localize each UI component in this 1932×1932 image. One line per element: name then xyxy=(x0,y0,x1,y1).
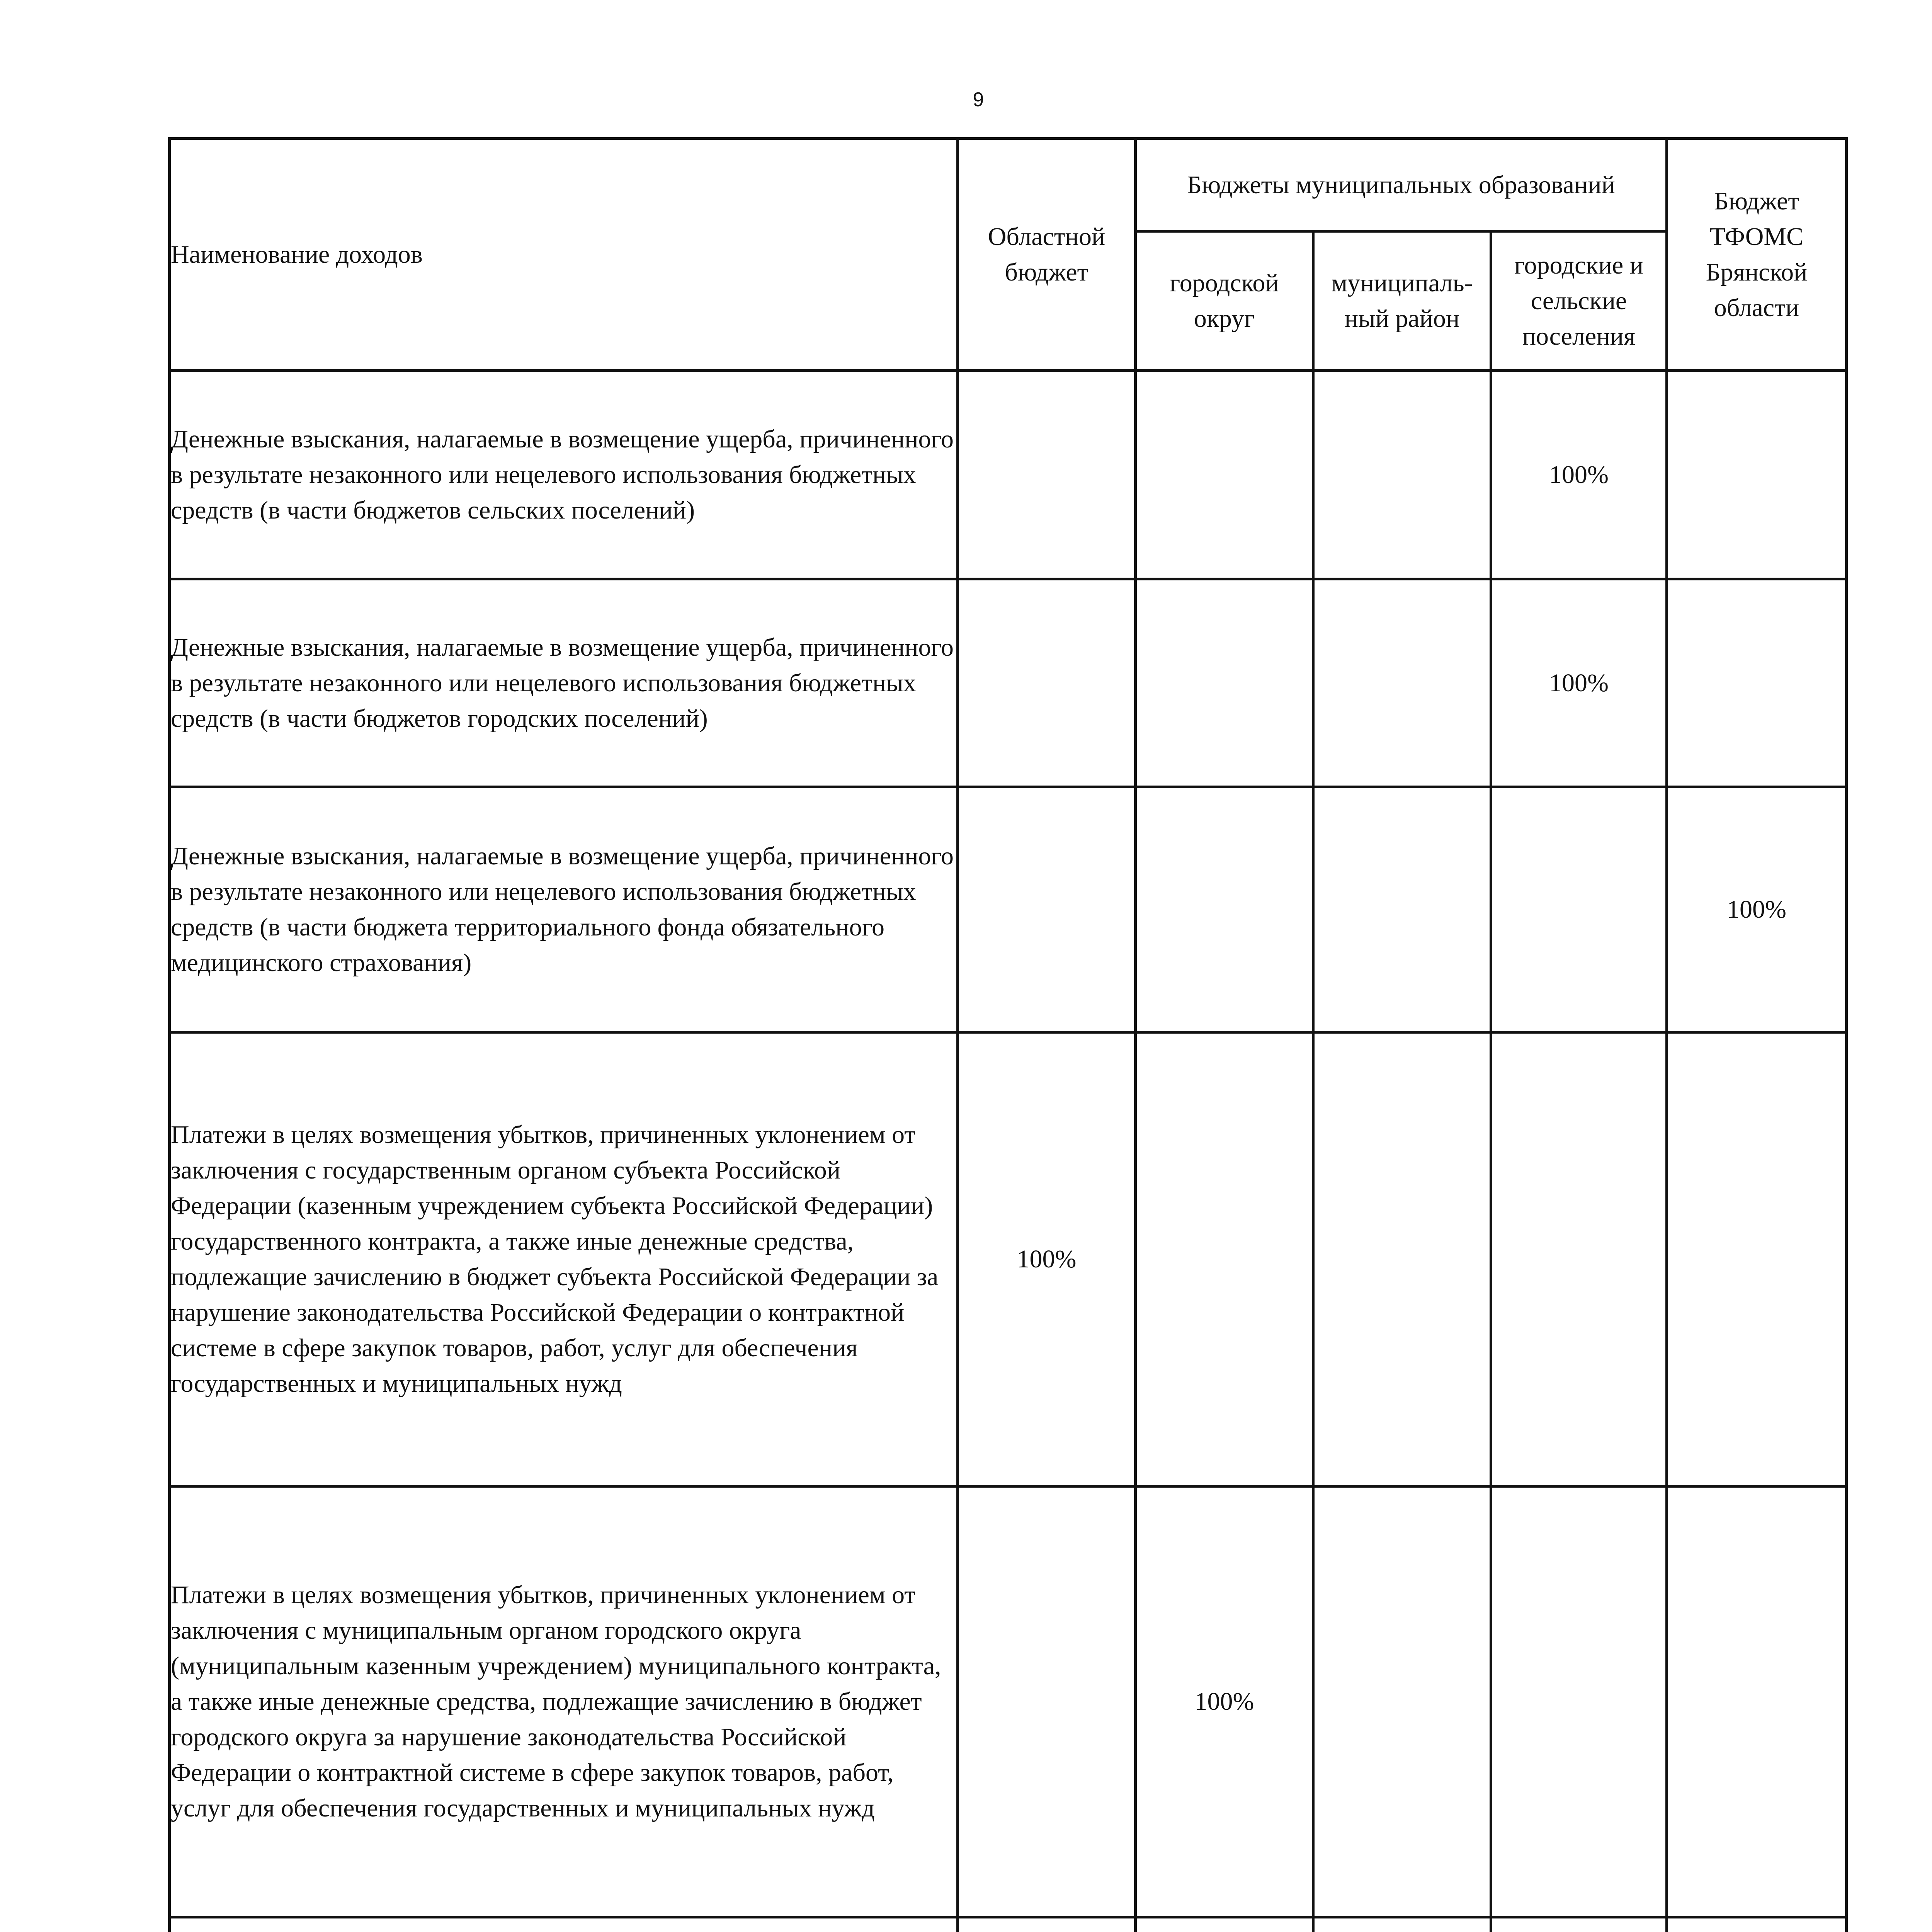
page-number: 9 xyxy=(973,88,984,111)
regional-value-cell xyxy=(958,787,1136,1032)
settlements-value-cell xyxy=(1491,1032,1667,1486)
header-revenue-name: Наименование доходов xyxy=(170,139,958,371)
settlements-value-cell: 100% xyxy=(1491,371,1667,579)
settlements-value-cell xyxy=(1491,1486,1667,1917)
city-district-value-cell xyxy=(1136,1032,1313,1486)
regional-value-cell xyxy=(958,371,1136,579)
settlements-value-cell xyxy=(1491,1917,1667,1932)
city-district-value-cell xyxy=(1136,787,1313,1032)
revenue-name-cell: Платежи в целях возмещения убытков, причиненных уклонением от заключения с государственным органом субъекта Российской Федерации (казенным учреждением субъекта Российской Федерации) государственного контракта, а также иные денежные средства, подлежащие зачислению в бюджет субъекта Российской Федерации за нарушение законодательства Российской Федерации о контрактной системе в сфере закупок товаров, работ, услуг для обеспечения государственных и муниципальных нужд xyxy=(170,1032,958,1486)
table-header-row xyxy=(170,139,1847,231)
revenue-name-cell: Денежные взыскания, налагаемые в возмещение ущерба, причиненного в результате незаконного или нецелевого использования бюджетных средств (в части бюджетов городских поселений) xyxy=(170,579,958,787)
header-tfoms-budget: Бюджет ТФОМС Брянской области xyxy=(1667,139,1847,371)
tfoms-value-cell xyxy=(1667,579,1847,787)
tfoms-value-cell xyxy=(1667,1486,1847,1917)
header-municipal-district: муниципаль-ный район xyxy=(1313,231,1491,371)
municipal-district-value-cell xyxy=(1313,787,1491,1032)
municipal-district-value-cell xyxy=(1313,371,1491,579)
city-district-value-cell xyxy=(1136,371,1313,579)
header-municipal-budgets: Бюджеты муниципальных образований xyxy=(1136,139,1667,231)
revenue-name-cell: Денежные взыскания, налагаемые в возмещение ущерба, причиненного в результате незаконного или нецелевого использования бюджетных средств (в части бюджета территориального фонда обязательного медицинского страхования) xyxy=(170,787,958,1032)
header-settlements: городские и сельские поселения xyxy=(1491,231,1667,371)
table-row xyxy=(170,579,1847,787)
revenue-name-cell: Платежи в целях возмещения убытков, причиненных уклонением от заключения с муниципальным органом городского округа (муниципальным казенным учреждением) муниципального контракта, а также иные денежные средства, подлежащие зачислению в бюджет городского округа за нарушение законодательства Российской Федерации о контрактной системе в сфере закупок товаров, работ, услуг для обеспечения государственных и муниципальных нужд xyxy=(170,1486,958,1917)
tfoms-value-cell: 100% xyxy=(1667,787,1847,1032)
tfoms-value-cell xyxy=(1667,1917,1847,1932)
revenue-name-cell: Денежные взыскания, налагаемые в возмещение ущерба, причиненного в результате незаконного или нецелевого использования бюджетных средств (в части бюджетов сельских поселений) xyxy=(170,371,958,579)
tfoms-value-cell xyxy=(1667,371,1847,579)
municipal-district-value-cell xyxy=(1313,1486,1491,1917)
regional-value-cell xyxy=(958,579,1136,787)
header-regional-budget: Областной бюджет xyxy=(958,139,1136,371)
table-row xyxy=(170,371,1847,579)
settlements-value-cell: 100% xyxy=(1491,579,1667,787)
municipal-district-value-cell xyxy=(1313,1917,1491,1932)
municipal-district-value-cell xyxy=(1313,1032,1491,1486)
city-district-value-cell: 100% xyxy=(1136,1486,1313,1917)
header-city-district: городской округ xyxy=(1136,231,1313,371)
table-row xyxy=(170,1917,1847,1932)
city-district-value-cell xyxy=(1136,1917,1313,1932)
revenue-name-cell xyxy=(170,1917,958,1932)
table-row xyxy=(170,787,1847,1032)
tfoms-value-cell xyxy=(1667,1032,1847,1486)
city-district-value-cell xyxy=(1136,579,1313,787)
municipal-district-value-cell xyxy=(1313,579,1491,787)
table-row xyxy=(170,1486,1847,1917)
settlements-value-cell xyxy=(1491,787,1667,1032)
revenue-distribution-table xyxy=(168,137,1848,1932)
regional-value-cell xyxy=(958,1917,1136,1932)
table-row xyxy=(170,1032,1847,1486)
regional-value-cell xyxy=(958,1486,1136,1917)
regional-value-cell: 100% xyxy=(958,1032,1136,1486)
